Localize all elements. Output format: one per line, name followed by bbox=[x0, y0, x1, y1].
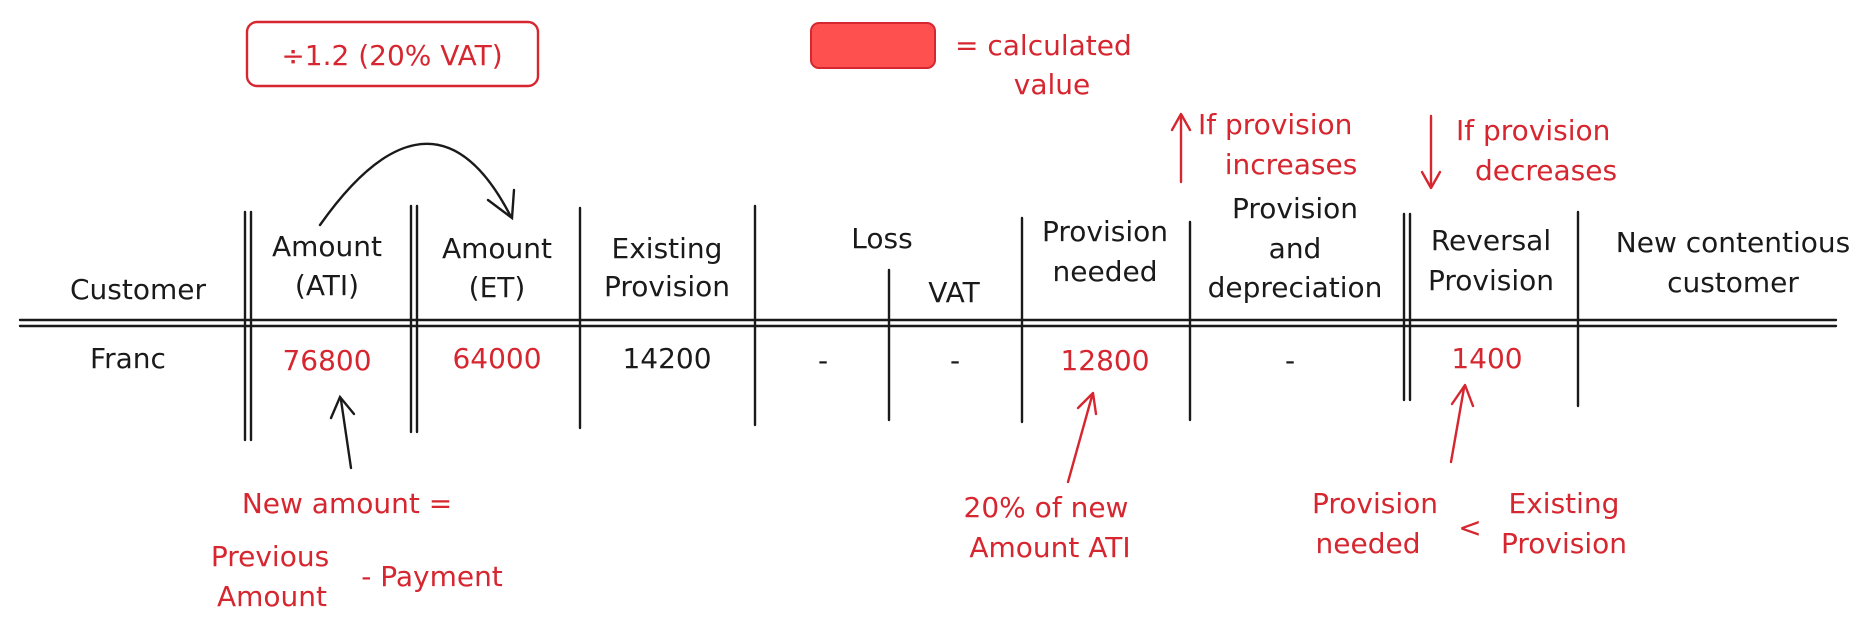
header-existing-line1: Existing bbox=[611, 232, 723, 265]
note-new-amount-line3: Amount bbox=[216, 580, 328, 613]
cell-needed: 12800 bbox=[1060, 344, 1150, 377]
formula-text: ÷1.2 (20% VAT) bbox=[281, 39, 503, 72]
header-amount-ati-line1: Amount bbox=[271, 230, 383, 263]
swatch-label-line1: = calculated bbox=[955, 29, 1132, 62]
note-new-amount-line1: New amount = bbox=[241, 487, 453, 520]
header-amount-et-line2: (ET) bbox=[468, 271, 526, 304]
note-new-amount-line2: Previous bbox=[210, 540, 330, 573]
header-vat: VAT bbox=[928, 276, 980, 309]
cell-loss: - bbox=[817, 344, 829, 377]
cell-reversal: 1400 bbox=[1451, 342, 1523, 375]
note-compare-right-line2: Provision bbox=[1500, 527, 1628, 560]
header-loss: Loss bbox=[851, 222, 913, 255]
calculated-swatch bbox=[811, 23, 935, 68]
cell-amount-et: 64000 bbox=[452, 342, 542, 375]
note-new-amount-line4: - Payment bbox=[361, 560, 503, 593]
header-new-customer-line2: customer bbox=[1667, 266, 1799, 299]
header-reversal-line1: Reversal bbox=[1430, 224, 1552, 257]
cell-customer: Franc bbox=[90, 342, 166, 375]
header-needed-line2: needed bbox=[1052, 255, 1158, 288]
cell-depreciation: - bbox=[1284, 344, 1296, 377]
note-compare-operator: < bbox=[1458, 511, 1482, 544]
needed-arrow-icon bbox=[1068, 393, 1096, 482]
note-compare-right-line1: Existing bbox=[1508, 487, 1620, 520]
cell-existing: 14200 bbox=[622, 342, 712, 375]
header-needed-line1: Provision bbox=[1041, 215, 1169, 248]
header-customer: Customer bbox=[69, 273, 207, 306]
note-compare-left-line2: needed bbox=[1315, 527, 1421, 560]
header-amount-et-line1: Amount bbox=[441, 232, 553, 265]
header-depr-line1: Provision bbox=[1231, 192, 1359, 225]
note-compare-left-line1: Provision bbox=[1311, 487, 1439, 520]
note-percent-line1: 20% of new bbox=[963, 491, 1129, 524]
down-arrow-icon bbox=[1422, 116, 1440, 188]
increase-note-line1: If provision bbox=[1198, 108, 1353, 141]
decrease-note-line2: decreases bbox=[1474, 154, 1618, 187]
header-existing-line2: Provision bbox=[603, 270, 731, 303]
cell-vat: - bbox=[949, 344, 961, 377]
note-percent-line2: Amount ATI bbox=[969, 531, 1131, 564]
increase-note-line2: increases bbox=[1224, 148, 1358, 181]
swatch-label-line2: value bbox=[1013, 68, 1091, 101]
header-depr-line2: and bbox=[1268, 232, 1322, 265]
up-arrow-icon bbox=[1172, 114, 1190, 182]
header-reversal-line2: Provision bbox=[1427, 264, 1555, 297]
reversal-arrow-icon bbox=[1451, 385, 1473, 462]
cell-amount-ati: 76800 bbox=[282, 344, 372, 377]
amount-arrow-icon bbox=[331, 397, 354, 468]
decrease-note-line1: If provision bbox=[1456, 114, 1611, 147]
header-new-customer-line1: New contentious bbox=[1615, 226, 1851, 259]
header-depr-line3: depreciation bbox=[1207, 271, 1383, 304]
header-amount-ati-line2: (ATI) bbox=[294, 269, 360, 302]
